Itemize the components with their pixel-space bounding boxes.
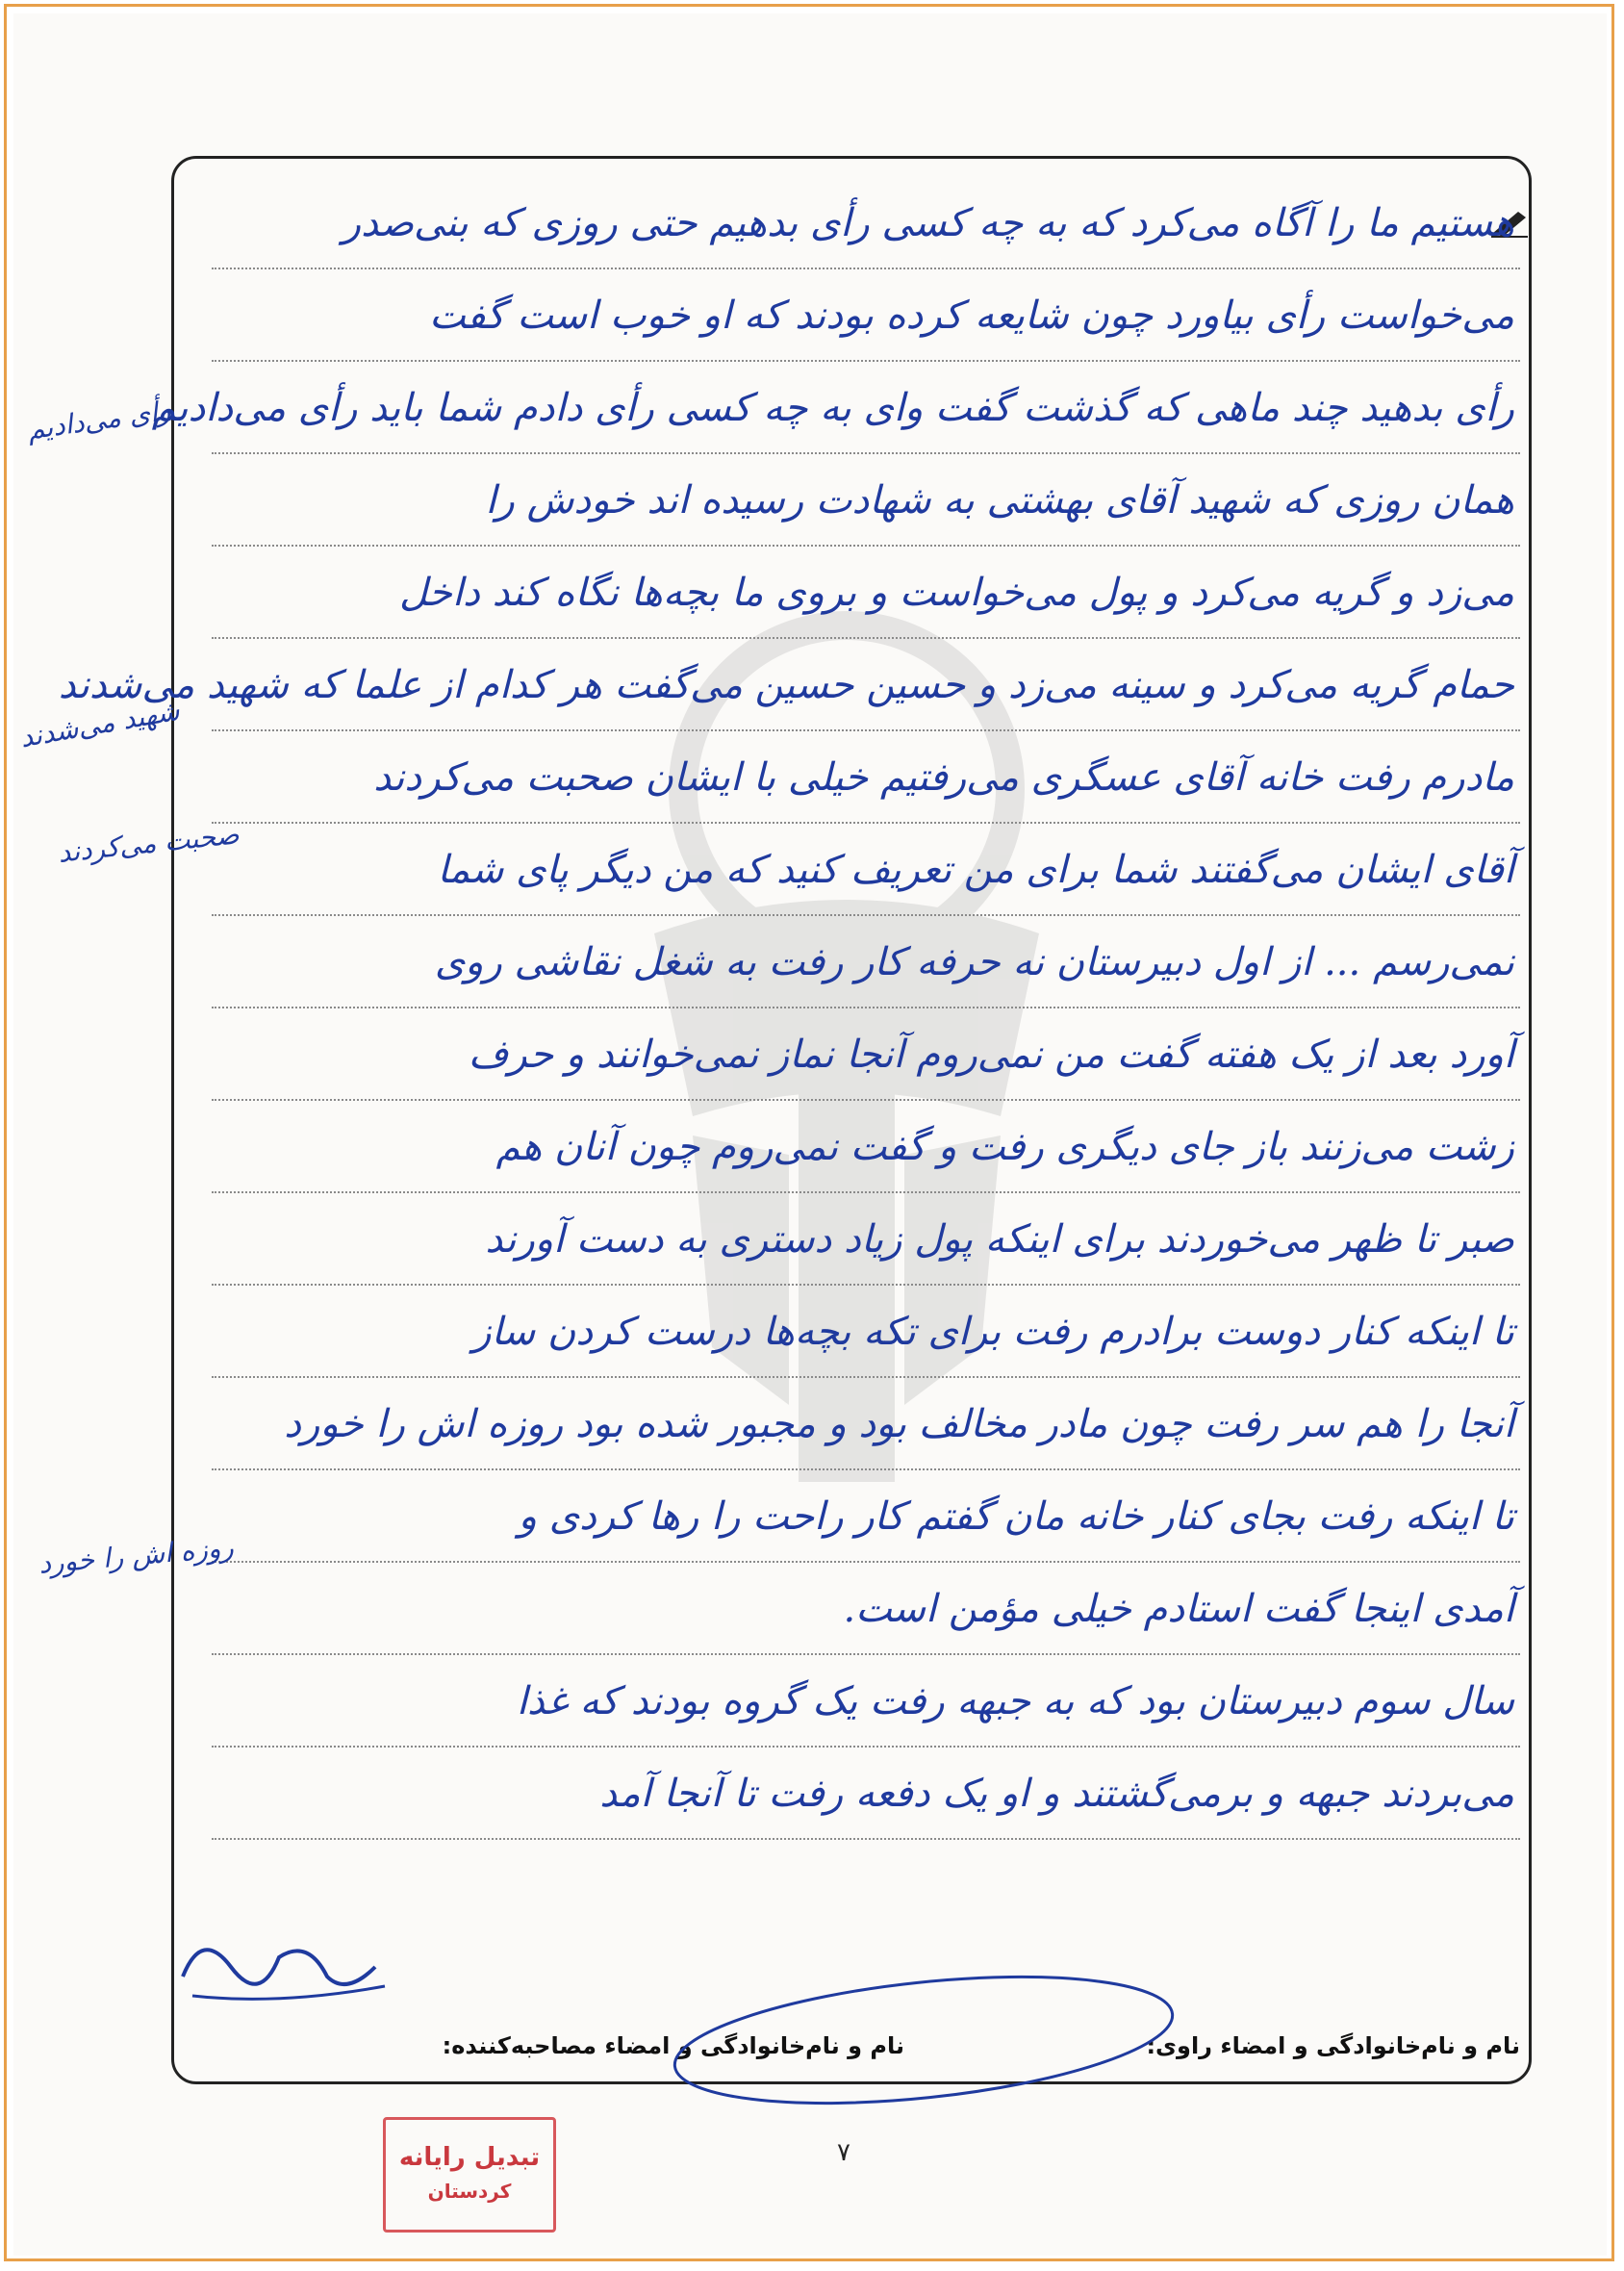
handwritten-line: رأی بدهید چند ماهی که گذشت گفت وای به چه کسی رأی دادم شما باید رأی می‌دادیم — [212, 362, 1520, 454]
handwritten-line: آمدی اینجا گفت استادم خیلی مؤمن است. — [212, 1563, 1520, 1655]
handwritten-line: حمام گریه می‌کرد و سینه می‌زد و حسین حسین می‌گفت هر کدام از علما که شهید می‌شدند — [212, 639, 1520, 731]
handwritten-line: می‌خواست رأی بیاورد چون شایعه کرده بودند که او خوب است گفت — [212, 269, 1520, 362]
handwritten-line: می‌بردند جبهه و برمی‌گشتند و او یک دفعه رفت تا آنجا آمد — [212, 1748, 1520, 1840]
interviewer-signature-label: نام و نام‌خانوادگی و امضاء مصاحبه‌کننده: — [442, 2032, 904, 2059]
stamp-line-1: تبدیل رایانه — [398, 2143, 541, 2172]
page-number: ۷ — [837, 2138, 850, 2167]
handwritten-line: سال سوم دبیرستان بود که به جبهه رفت یک گروه بودند که غذا — [212, 1655, 1520, 1748]
margin-note: روزه اش را خورد — [37, 1531, 236, 1580]
red-stamp — [383, 2117, 556, 2233]
handwritten-line: زشت می‌زنند باز جای دیگری رفت و گفت نمی‌روم چون آنان هم — [212, 1101, 1520, 1193]
handwritten-line: صبر تا ظهر می‌خوردند برای اینکه پول زیاد دستری به دست آورند — [212, 1193, 1520, 1286]
margin-note: صحبت می‌کردند — [56, 818, 241, 869]
handwritten-line: هستیم ما را آگاه می‌کرد که به چه کسی رأی بدهیم حتی روزی که بنی‌صدر — [212, 177, 1520, 269]
margin-note: رأی می‌دادیم — [25, 394, 173, 447]
handwritten-line: آقای ایشان می‌گفتند شما برای من تعریف کنید که من دیگر پای شما — [212, 824, 1520, 916]
handwritten-line: آورد بعد از یک هفته گفت من نمی‌روم آنجا نماز نمی‌خوانند و حرف — [212, 1008, 1520, 1101]
handwritten-line: همان روزی که شهید آقای بهشتی به شهادت رسیده اند خودش را — [212, 454, 1520, 547]
margin-note: شهید می‌شدند — [17, 694, 182, 754]
stamp-line-2: کردستان — [427, 2180, 512, 2203]
handwritten-line: آنجا را هم سر رفت چون مادر مخالف بود و مجبور شده بود روزه اش را خورد — [212, 1378, 1520, 1470]
oval-signature — [654, 1963, 1193, 2117]
narrator-signature-label: نام و نام‌خانوادگی و امضاء راوی: — [1146, 2032, 1520, 2059]
handwritten-line: می‌زد و گریه می‌کرد و پول می‌خواست و بروی ما بچه‌ها نگاه کند داخل — [212, 547, 1520, 639]
handwritten-line: تا اینکه رفت بجای کنار خانه مان گفتم کار راحت را رها کردی و — [212, 1470, 1520, 1563]
handwritten-line: مادرم رفت خانه آقای عسگری می‌رفتیم خیلی با ایشان صحبت می‌کردند — [212, 731, 1520, 824]
handwritten-signature — [164, 1909, 394, 2015]
handwritten-line: تا اینکه کنار دوست برادرم رفت برای تکه بچه‌ها درست کردن ساز — [212, 1286, 1520, 1378]
handwritten-line: نمی‌رسم ... از اول دبیرستان نه حرفه کار رفت به شغل نقاشی روی — [212, 916, 1520, 1008]
